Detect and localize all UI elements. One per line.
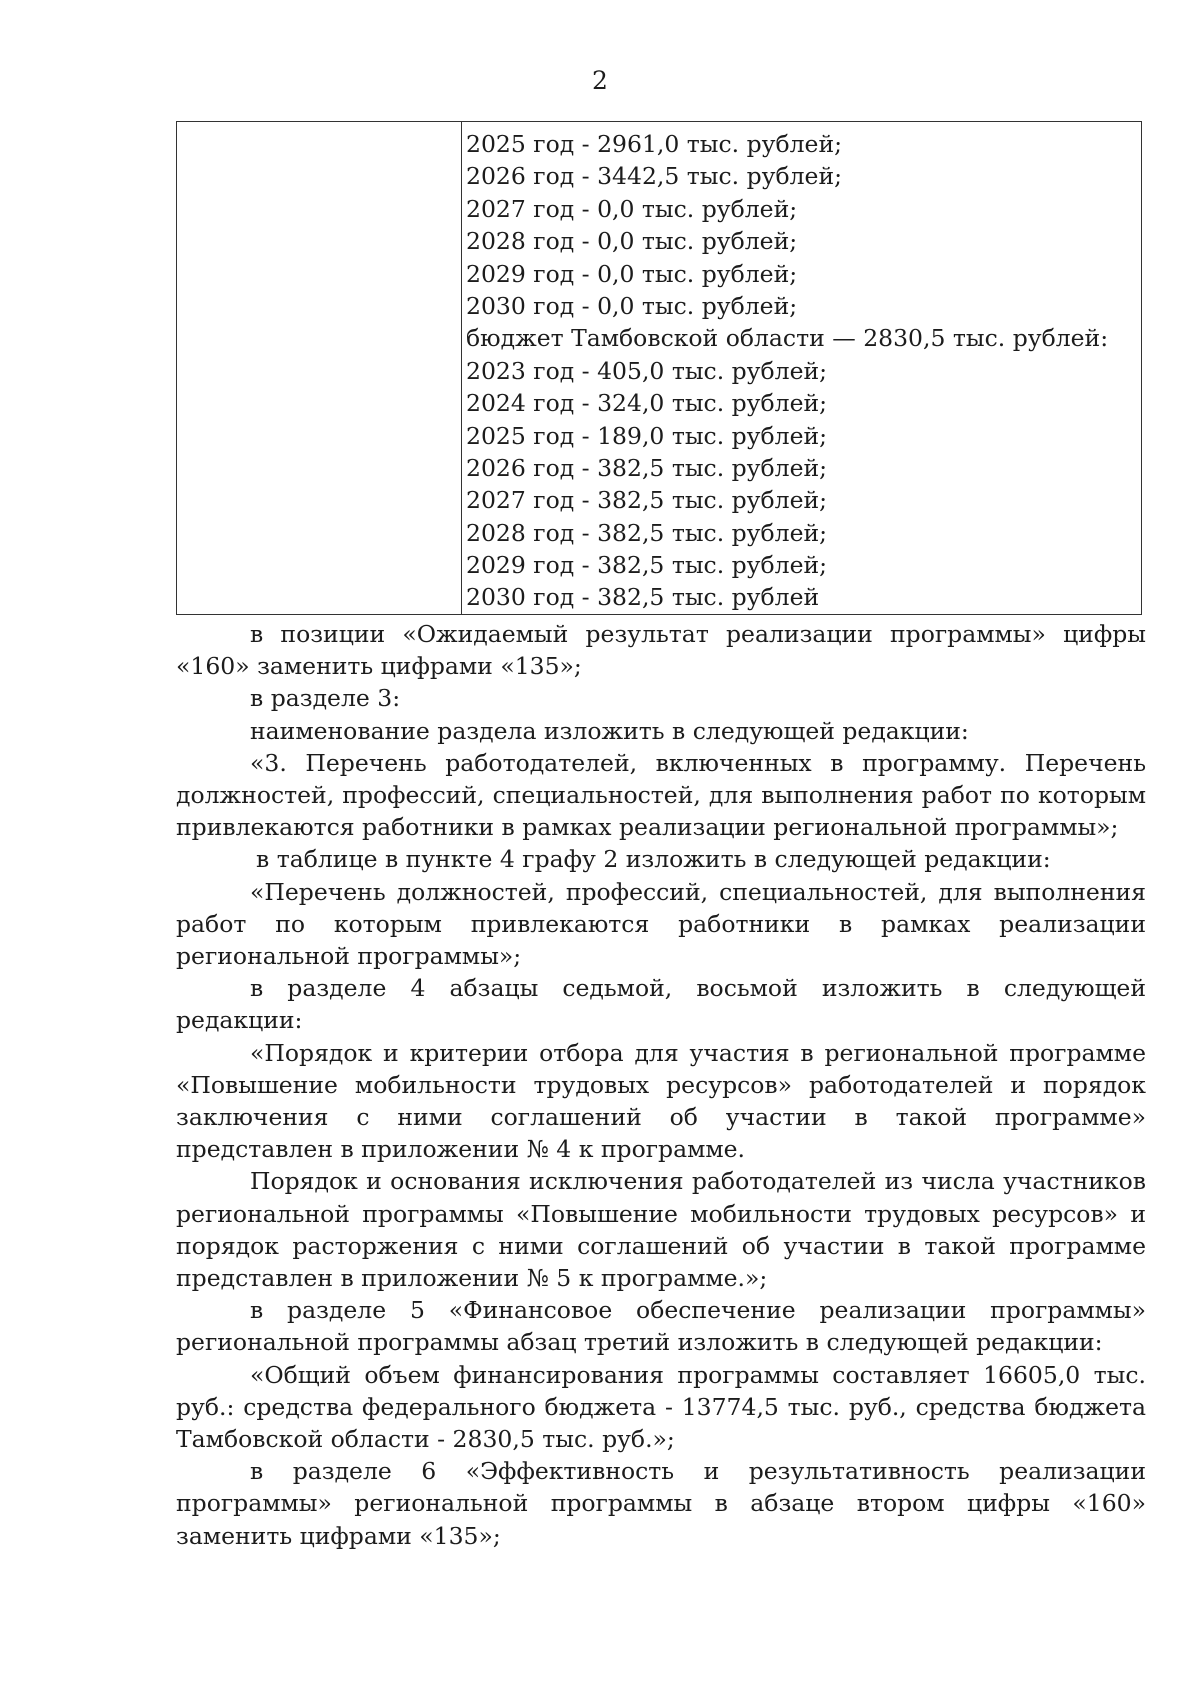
table-column-divider (461, 122, 462, 614)
paragraph: Порядок и основания исключения работодателей из числа участников региональной программы «Повышение мобильности трудовых ресурсов» и порядок расторжения с ними соглашений об участии в такой программе представлен в приложении № 5 к программе.»; (176, 1167, 1146, 1293)
budget-line: 2028 год - 382,5 тыс. рублей; (466, 518, 828, 547)
budget-line: 2025 год - 189,0 тыс. рублей; (466, 421, 828, 450)
budget-cell (466, 128, 1108, 614)
budget-table (176, 121, 1142, 615)
budget-line: 2023 год - 405,0 тыс. рублей; (466, 356, 828, 385)
paragraph: наименование раздела изложить в следующей редакции: (250, 716, 969, 745)
paragraph: «Общий объем финансирования программы составляет 16605,0 тыс. руб.: средства федерального бюджета - 13774,5 тыс. руб., средства бюджета Тамбовской области - 2830,5 тыс. руб.»; (176, 1360, 1146, 1454)
paragraph: «Порядок и критерии отбора для участия в региональной программе «Повышение мобильности трудовых ресурсов» работодателей и порядок заключения с ними соглашений об участии в такой программе» представлен в приложении № 4 к программе. (176, 1038, 1146, 1164)
budget-line: 2024 год - 324,0 тыс. рублей; (466, 389, 828, 418)
paragraph: в разделе 3: (250, 684, 401, 713)
budget-line: 2028 год - 0,0 тыс. рублей; (466, 227, 798, 256)
document-body (176, 618, 1146, 1552)
budget-line: 2027 год - 382,5 тыс. рублей; (466, 486, 828, 515)
paragraph: в разделе 4 абзацы седьмой, восьмой изложить в следующей редакции: (176, 974, 1146, 1035)
budget-line: 2026 год - 382,5 тыс. рублей; (466, 453, 828, 482)
paragraph: в таблице в пункте 4 графу 2 изложить в следующей редакции: (256, 845, 1051, 874)
paragraph: в разделе 6 «Эффективность и результативность реализации программы» региональной программы в абзаце втором цифры «160» заменить цифрами «135»; (176, 1457, 1146, 1550)
paragraph: в позиции «Ожидаемый результат реализации программы» цифры «160» заменить цифрами «135»; (176, 620, 1146, 681)
budget-line: 2029 год - 382,5 тыс. рублей; (466, 551, 828, 580)
paragraph: в разделе 5 «Финансовое обеспечение реализации программы» региональной программы абзац третий изложить в следующей редакции: (176, 1296, 1146, 1357)
budget-line: 2025 год - 2961,0 тыс. рублей; (466, 130, 843, 158)
budget-line: 2030 год - 382,5 тыс. рублей (466, 583, 820, 612)
paragraph: «Перечень должностей, профессий, специальностей, для выполнения работ по которым привлекаются работники в рамках реализации региональной программы»; (176, 877, 1146, 971)
budget-line: 2029 год - 0,0 тыс. рублей; (466, 259, 798, 288)
budget-line: бюджет Тамбовской области — 2830,5 тыс. рублей: (466, 324, 1109, 353)
budget-line: 2030 год - 0,0 тыс. рублей; (466, 291, 798, 320)
page-number: 2 (592, 66, 608, 95)
budget-line: 2027 год - 0,0 тыс. рублей; (466, 194, 798, 223)
budget-line: 2026 год - 3442,5 тыс. рублей; (466, 162, 843, 191)
paragraph: «3. Перечень работодателей, включенных в программу. Перечень должностей, профессий, специальностей, для выполнения работ по которым привлекаются работники в рамках реализации региональной программы»; (176, 748, 1146, 842)
